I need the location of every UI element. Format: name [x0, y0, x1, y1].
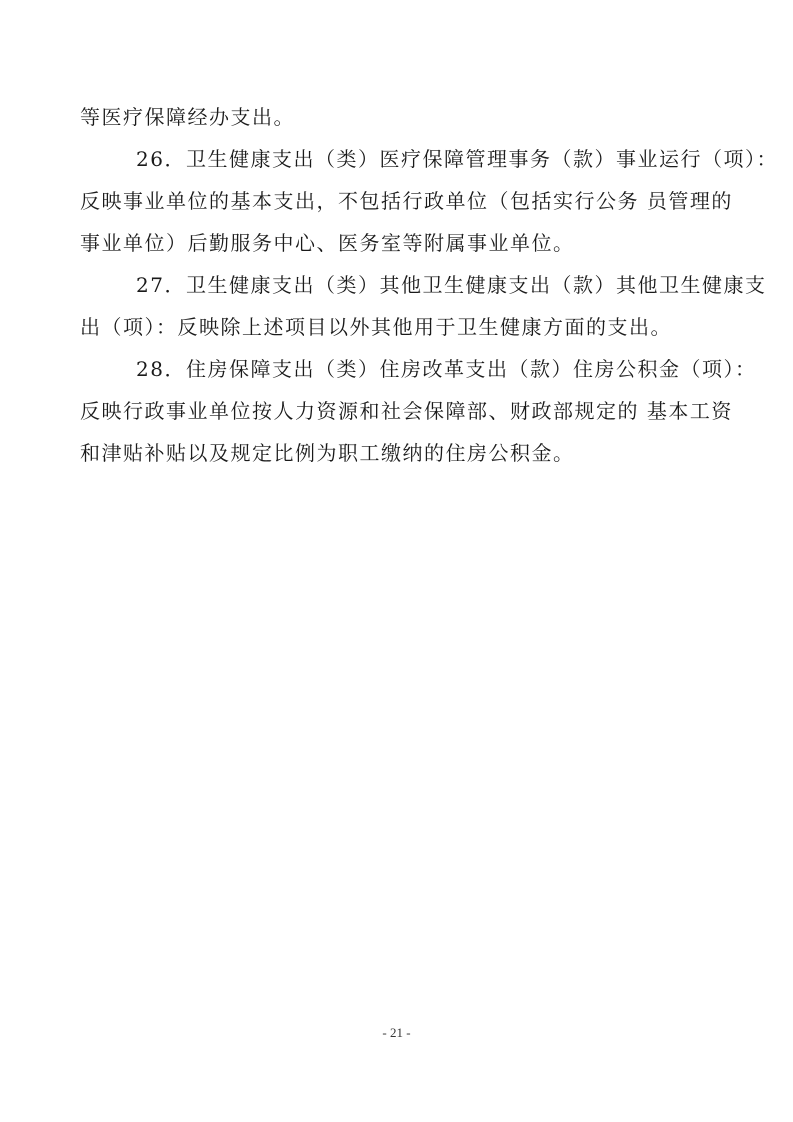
- text-line: 出（项）：反映除上述项目以外其他用于卫生健康方面的支出。: [80, 315, 672, 339]
- paragraph-26: [80, 138, 778, 264]
- text-line: 反映事业单位的基本支出，不包括行政单位（包括实行公务 员管理的: [80, 189, 733, 213]
- document-body: [80, 96, 778, 474]
- text-line: 和津贴补贴以及规定比例为职工缴纳的住房公积金。: [80, 441, 575, 465]
- text-line: 等医疗保障经办支出。: [80, 105, 295, 129]
- text-line: 26．卫生健康支出（类）医疗保障管理事务（款）事业运行（项）：: [136, 147, 778, 171]
- paragraph-continuation: [80, 96, 720, 138]
- paragraph-28: [80, 348, 757, 474]
- page-number: - 21 -: [382, 1025, 411, 1040]
- text-line: 27．卫生健康支出（类）其他卫生健康支出（款）其他卫生健康支: [136, 273, 767, 297]
- text-line: 事业单位）后勤服务中心、医务室等附属事业单位。: [80, 231, 575, 255]
- text-line: 28．住房保障支出（类）住房改革支出（款）住房公积金（项）：: [136, 357, 757, 381]
- paragraph-27: [80, 264, 767, 348]
- text-line: 反映行政事业单位按人力资源和社会保障部、财政部规定的 基本工资: [80, 399, 733, 423]
